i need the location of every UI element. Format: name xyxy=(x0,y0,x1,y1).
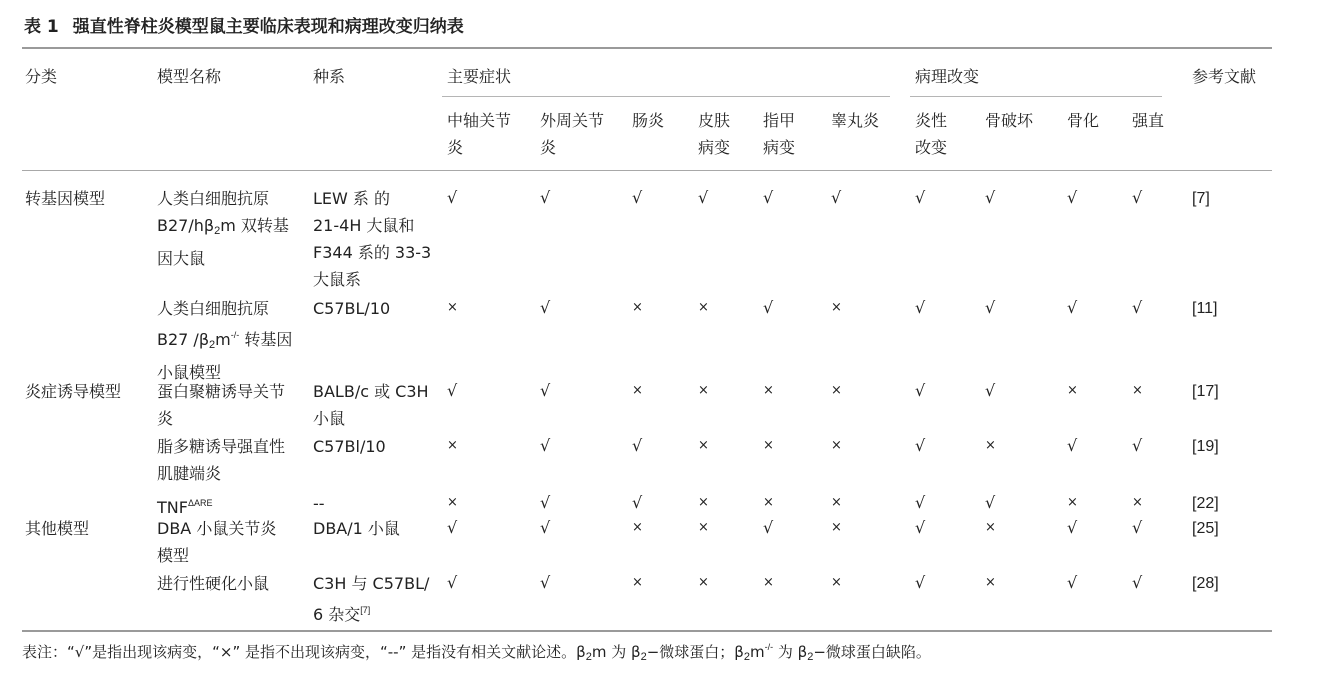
cross-mark: × xyxy=(831,438,842,453)
check-mark: √ xyxy=(698,188,709,207)
cross-mark: × xyxy=(698,575,709,590)
header-strain: 种系 xyxy=(313,67,346,86)
check-mark: √ xyxy=(1067,436,1078,455)
cross-mark: × xyxy=(763,383,774,398)
header-model-name: 模型名称 xyxy=(157,67,222,86)
header-symptoms-group: 主要症状 xyxy=(447,67,512,86)
cross-mark: × xyxy=(831,300,842,315)
cross-mark: × xyxy=(632,383,643,398)
check-mark: √ xyxy=(915,518,926,537)
table-number: 表 1 xyxy=(24,17,59,37)
check-mark: √ xyxy=(763,188,774,207)
check-mark: √ xyxy=(763,518,774,537)
check-mark: √ xyxy=(915,573,926,592)
cross-mark: × xyxy=(831,575,842,590)
cross-mark: × xyxy=(985,438,996,453)
row-model-name: 人类白细胞抗原 B27 $/\beta_2m^{-/-}$ 转基因 小鼠模型 xyxy=(157,299,293,382)
row-reference: [7] xyxy=(1192,190,1210,207)
symptoms-group-rule xyxy=(442,96,890,97)
check-mark: √ xyxy=(540,573,551,592)
cross-mark: × xyxy=(447,495,458,510)
subheader-axial-arthritis: 中轴关节 炎 xyxy=(447,111,512,157)
header-reference: 参考文献 xyxy=(1192,67,1257,86)
cross-mark: × xyxy=(698,438,709,453)
row-strain: LEW 系 的 21-4H 大鼠和 F344 系的 33-3 大鼠系 xyxy=(313,189,432,289)
check-mark: √ xyxy=(915,298,926,317)
check-mark: √ xyxy=(1067,573,1078,592)
table-note xyxy=(22,641,931,663)
subheader-orchitis: 睾丸炎 xyxy=(831,111,880,130)
cross-mark: × xyxy=(831,520,842,535)
check-mark: √ xyxy=(447,188,458,207)
table-note-text: 表注：“√”是指出现该病变，“×” 是指不出现该病变，“--” 是指没有相关文献论述。$\beta_2m$ 为 $\beta_2-$微球蛋白；$\beta_2m^{-/-}$ 为 $\beta_2-$微球蛋白缺陷。 xyxy=(22,642,931,663)
cross-mark: × xyxy=(698,495,709,510)
check-mark: √ xyxy=(985,381,996,400)
cross-mark: × xyxy=(985,520,996,535)
cross-mark: × xyxy=(698,383,709,398)
check-mark: √ xyxy=(985,298,996,317)
row-reference: [17] xyxy=(1192,383,1219,400)
row-reference: [28] xyxy=(1192,575,1219,592)
cross-mark: × xyxy=(763,438,774,453)
cross-mark: × xyxy=(831,383,842,398)
header-pathology-group: 病理改变 xyxy=(915,67,980,86)
row-reference: [22] xyxy=(1192,495,1219,512)
cross-mark: × xyxy=(698,300,709,315)
check-mark: √ xyxy=(632,188,643,207)
subheader-ankylosis: 强直 xyxy=(1132,111,1165,130)
check-mark: √ xyxy=(1132,188,1143,207)
row-reference: [25] xyxy=(1192,520,1219,537)
row-model-name: $TNF^{\Delta ARE}$ xyxy=(157,498,213,517)
check-mark: √ xyxy=(1132,436,1143,455)
cross-mark: × xyxy=(447,300,458,315)
check-mark: √ xyxy=(763,298,774,317)
check-mark: √ xyxy=(540,381,551,400)
row-strain: C57BL/10 xyxy=(313,299,391,318)
row-model-name: 人类白细胞抗原 $B27/h\beta_2m$ 双转基 因大鼠 xyxy=(157,189,289,268)
cross-mark: × xyxy=(632,300,643,315)
cross-mark: × xyxy=(632,520,643,535)
cross-mark: × xyxy=(447,438,458,453)
cross-mark: × xyxy=(632,575,643,590)
check-mark: √ xyxy=(1067,298,1078,317)
top-rule xyxy=(22,47,1272,49)
check-mark: √ xyxy=(1132,573,1143,592)
row-category: 炎症诱导模型 xyxy=(25,382,122,401)
table-title: 强直性脊柱炎模型鼠主要临床表现和病理改变归纳表 xyxy=(72,17,464,37)
row-model-name: 脂多糖诱导强直性 肌腱端炎 xyxy=(157,437,286,483)
bottom-rule xyxy=(22,630,1272,632)
check-mark: √ xyxy=(915,381,926,400)
subheader-nail-lesion: 指甲 病变 xyxy=(763,111,796,157)
row-strain: C3H 与 C57BL/ 6 杂交[7] xyxy=(313,574,430,624)
check-mark: √ xyxy=(540,493,551,512)
check-mark: √ xyxy=(447,518,458,537)
subheader-inflammation: 炎性 改变 xyxy=(915,111,948,157)
subheader-ossification: 骨化 xyxy=(1067,111,1100,130)
check-mark: √ xyxy=(915,436,926,455)
row-strain: C57Bl/10 xyxy=(313,437,386,456)
row-strain: DBA/1 小鼠 xyxy=(313,519,400,538)
row-reference: [19] xyxy=(1192,438,1219,455)
cross-mark: × xyxy=(1067,495,1078,510)
row-model-name: DBA 小鼠关节炎 模型 xyxy=(157,519,277,565)
pathology-group-rule xyxy=(910,96,1162,97)
check-mark: √ xyxy=(447,573,458,592)
cross-mark: × xyxy=(1132,383,1143,398)
check-mark: √ xyxy=(632,436,643,455)
check-mark: √ xyxy=(447,381,458,400)
cross-mark: × xyxy=(1132,495,1143,510)
check-mark: √ xyxy=(1067,188,1078,207)
check-mark: √ xyxy=(985,188,996,207)
row-category: 转基因模型 xyxy=(25,189,106,208)
check-mark: √ xyxy=(540,188,551,207)
row-category: 其他模型 xyxy=(25,519,90,538)
row-model-name: 蛋白聚糖诱导关节 炎 xyxy=(157,382,286,428)
check-mark: √ xyxy=(1132,518,1143,537)
header-rule xyxy=(22,170,1272,171)
check-mark: √ xyxy=(831,188,842,207)
cross-mark: × xyxy=(763,495,774,510)
check-mark: √ xyxy=(540,298,551,317)
check-mark: √ xyxy=(915,493,926,512)
check-mark: √ xyxy=(632,493,643,512)
subheader-bone-destruction: 骨破坏 xyxy=(985,111,1034,130)
check-mark: √ xyxy=(985,493,996,512)
subheader-skin-lesion: 皮肤 病变 xyxy=(698,111,731,157)
row-strain: BALB/c 或 C3H 小鼠 xyxy=(313,382,429,428)
subheader-peripheral-arthritis: 外周关节 炎 xyxy=(540,111,605,157)
check-mark: √ xyxy=(915,188,926,207)
check-mark: √ xyxy=(1067,518,1078,537)
check-mark: √ xyxy=(540,518,551,537)
header-category: 分类 xyxy=(25,67,58,86)
cross-mark: × xyxy=(1067,383,1078,398)
row-model-name: 进行性硬化小鼠 xyxy=(157,574,270,593)
check-mark: √ xyxy=(540,436,551,455)
cross-mark: × xyxy=(985,575,996,590)
cross-mark: × xyxy=(763,575,774,590)
subheader-enteritis: 肠炎 xyxy=(632,111,665,130)
cross-mark: × xyxy=(698,520,709,535)
row-strain: -- xyxy=(313,494,325,513)
check-mark: √ xyxy=(1132,298,1143,317)
table-caption xyxy=(24,12,464,37)
row-reference: [11] xyxy=(1192,300,1218,317)
cross-mark: × xyxy=(831,495,842,510)
